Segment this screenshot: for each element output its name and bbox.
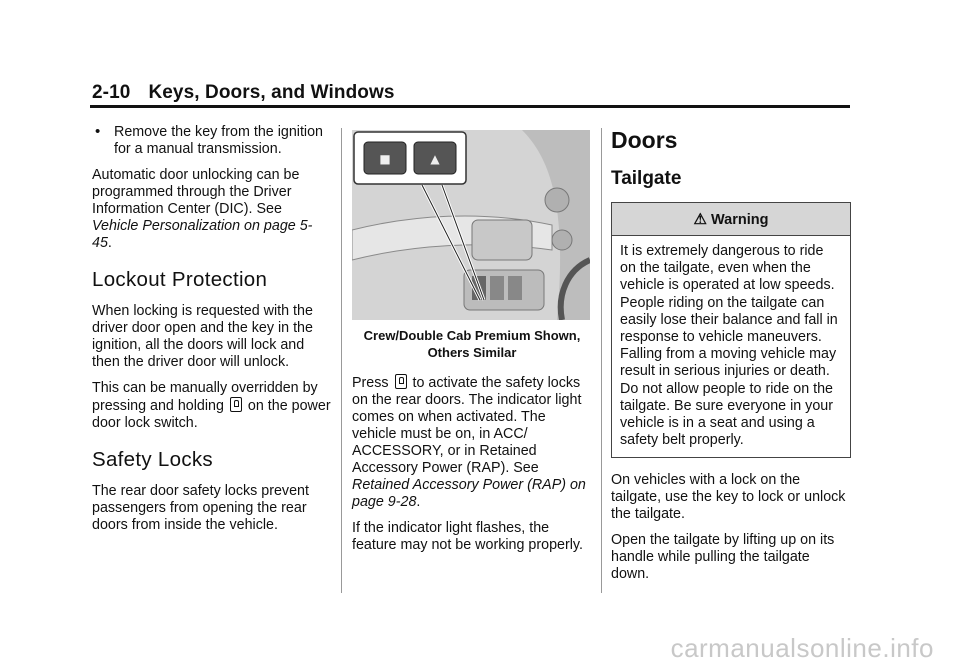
override-paragraph	[92, 380, 332, 432]
doors-heading: Doors	[611, 127, 678, 153]
vehicle-personalization-link[interactable]: Vehicle Personalization on page 5-45	[92, 218, 313, 251]
safety-lock-instructions	[352, 374, 592, 511]
page-header	[92, 82, 395, 104]
warning-label: Warning	[710, 212, 769, 228]
warning-header	[612, 203, 850, 236]
override-text-b: on the power door lock switch.	[92, 398, 331, 431]
column-2	[352, 130, 592, 554]
lockout-paragraph: When locking is requested with the driver door open and the key in the ignition, all the doors will lock and then the driver door will unlock.	[92, 303, 313, 370]
safety-locks-paragraph: The rear door safety locks prevent passengers from opening the rear doors from inside the vehicle.	[92, 483, 309, 533]
svg-text:■: ■	[379, 152, 391, 166]
door-panel-illustration	[352, 130, 590, 320]
warning-triangle-icon: ⚠	[693, 211, 707, 228]
svg-text:▲: ▲	[430, 152, 440, 166]
lockout-protection-heading: Lockout Protection	[92, 268, 268, 291]
period: .	[107, 235, 112, 251]
tailgate-lock-paragraph: On vehicles with a lock on the tailgate, use the key to lock or unlock the tailgate.	[611, 472, 846, 523]
safety-locks-heading: Safety Locks	[92, 448, 213, 471]
rap-link[interactable]: Retained Accessory Power (RAP) on page 9-28	[352, 477, 586, 510]
column-3	[611, 126, 851, 583]
column-divider-left	[341, 128, 342, 593]
auto-unlock-text: Automatic door unlocking can be programmed through the Driver Information Center (DIC). See	[92, 167, 300, 217]
lock-icon	[230, 397, 242, 412]
tailgate-open-paragraph: Open the tailgate by lifting up on its handle while pulling the tailgate down.	[611, 532, 835, 583]
column-1	[92, 124, 332, 534]
override-text-a: This can be manually overridden by pressing and holding	[92, 380, 318, 414]
chapter-title: Keys, Doors, and Windows	[148, 82, 395, 103]
tailgate-heading: Tailgate	[611, 168, 682, 189]
press-text: Press	[352, 375, 389, 391]
column-divider-right	[601, 128, 602, 593]
figure-caption: Crew/Double Cab Premium Shown, Others Similar	[363, 328, 581, 360]
watermark: carmanualsonline.info	[670, 633, 934, 663]
header-rule	[90, 105, 850, 108]
activate-text: to activate the safety locks on the rear doors. The indicator light comes on when activated. The vehicle must be on, in ACC/ ACCESSORY, or in Retained Accessory Power (RAP). See	[352, 375, 582, 476]
period: .	[416, 494, 421, 510]
warning-box	[611, 202, 851, 458]
indicator-flash-paragraph: If the indicator light flashes, the feature may not be working properly.	[352, 520, 583, 553]
door-panel-figure	[352, 130, 590, 320]
auto-unlock-paragraph	[92, 167, 332, 252]
bullet-remove-key: • Remove the key from the ignition for a manual transmission.	[92, 124, 332, 158]
page-number: 2-10	[92, 82, 131, 103]
warning-text: It is extremely dangerous to ride on the tailgate, even when the vehicle is operated at low speeds. People riding on the tailgate can easily lose their balance and fall in response to vehicle maneuvers. Falling from a moving vehicle may result in serious injuries or death. Do not allow people to ride on the tailgate. Be sure everyone in your vehicle is in a seat and using a safety belt properly.	[620, 243, 838, 449]
safety-lock-icon	[395, 374, 407, 389]
